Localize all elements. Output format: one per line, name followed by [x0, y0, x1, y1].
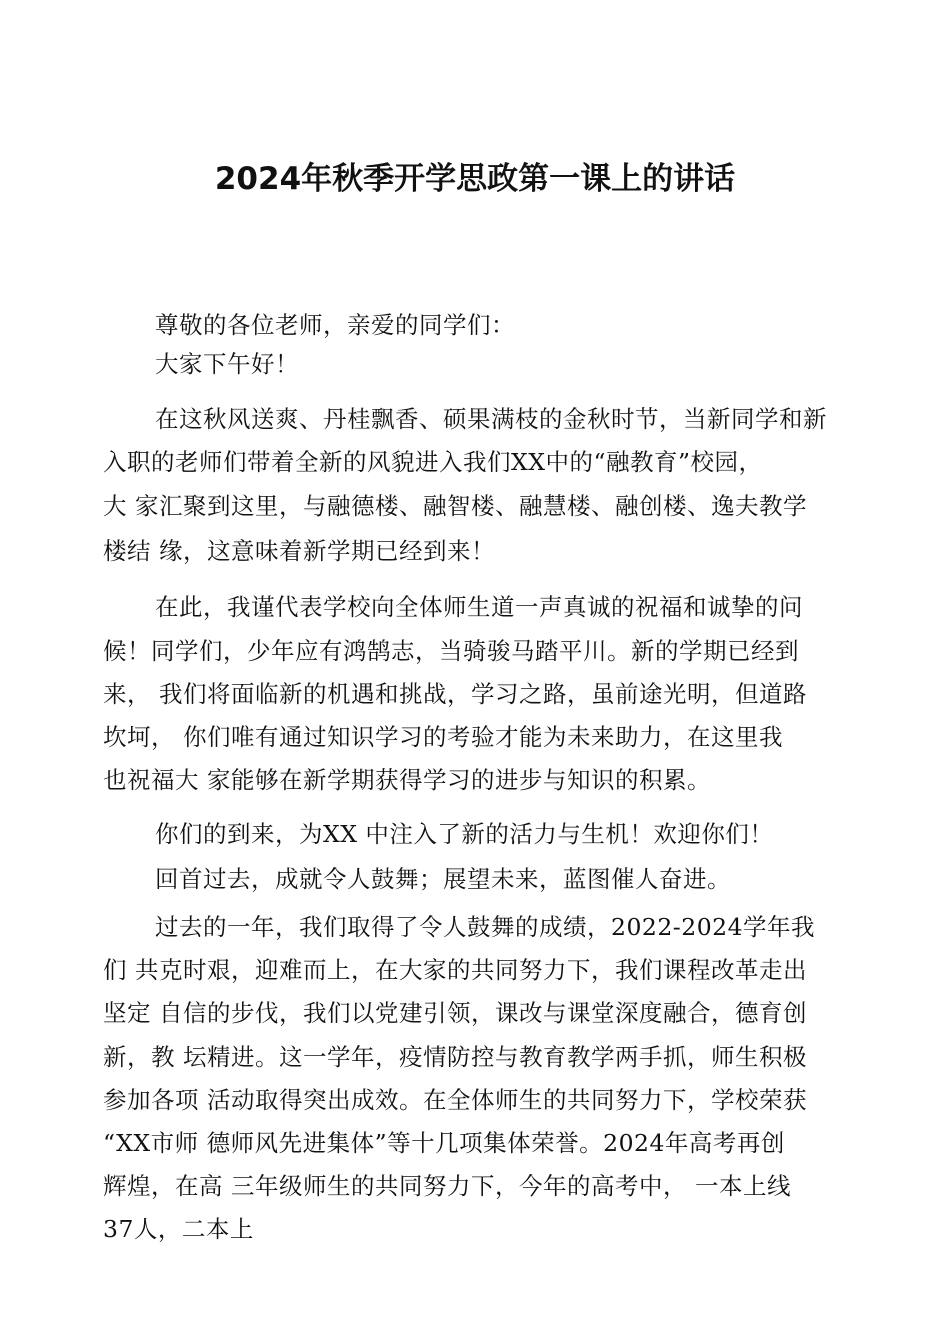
paragraph-line: 也祝福大 家能够在新学期获得学习的进步与知识的积累。 [103, 766, 711, 794]
paragraph-line: “XX市师 德师风先进集体”等十几项集体荣誉。2024年高考再创 [103, 1129, 785, 1157]
paragraph-line: 坎坷， 你们唯有通过知识学习的考验才能为未来助力，在这里我 [103, 723, 783, 751]
paragraph-line: 来， 我们将面临新的机遇和挑战，学习之路，虽前途光明，但道路 [103, 680, 807, 708]
paragraph-line: 过去的一年，我们取得了令人鼓舞的成绩，2022-2024学年我 [155, 913, 816, 941]
paragraph-line: 辉煌，在高 三年级师生的共同努力下，今年的高考中， 一本上线 [103, 1172, 791, 1200]
paragraph-line: 大 家汇聚到这里，与融德楼、融智楼、融慧楼、融创楼、逸夫教学 [103, 492, 807, 520]
paragraph-line: 回首过去，成就令人鼓舞；展望未来，蓝图催人奋进。 [155, 865, 731, 893]
paragraph-line: 37人，二本上 [103, 1215, 254, 1243]
greeting-line: 大家下午好！ [155, 350, 299, 378]
paragraph-line: 新，教 坛精进。这一学年，疫情防控与教育教学两手抓，师生积极 [103, 1043, 807, 1071]
paragraph-line: 楼结 缘，这意味着新学期已经到来！ [103, 537, 495, 565]
paragraph-line: 们 共克时艰，迎难而上，在大家的共同努力下，我们课程改革走出 [103, 956, 807, 984]
paragraph-line: 在这秋风送爽、丹桂飘香、硕果满枝的金秋时节，当新同学和新 [155, 405, 827, 433]
paragraph-line: 候！同学们，少年应有鸿鹄志，当骑骏马踏平川。新的学期已经到 [103, 637, 799, 665]
paragraph-line: 参加各项 活动取得突出成效。在全体师生的共同努力下，学校荣获 [103, 1086, 807, 1114]
paragraph-line: 在此，我谨代表学校向全体师生道一声真诚的祝福和诚挚的问 [155, 593, 803, 621]
salutation-line: 尊敬的各位老师，亲爱的同学们： [155, 311, 515, 339]
paragraph-line: 你们的到来，为XX 中注入了新的活力与生机！欢迎你们！ [155, 820, 774, 848]
page-title: 2024年秋季开学思政第一课上的讲话 [214, 161, 736, 197]
paragraph-line: 坚定 自信的步伐，我们以党建引领，课改与课堂深度融合，德育创 [103, 999, 807, 1027]
paragraph-line: 入职的老师们带着全新的风貌进入我们XX中的“融教育”校园， [103, 448, 763, 476]
